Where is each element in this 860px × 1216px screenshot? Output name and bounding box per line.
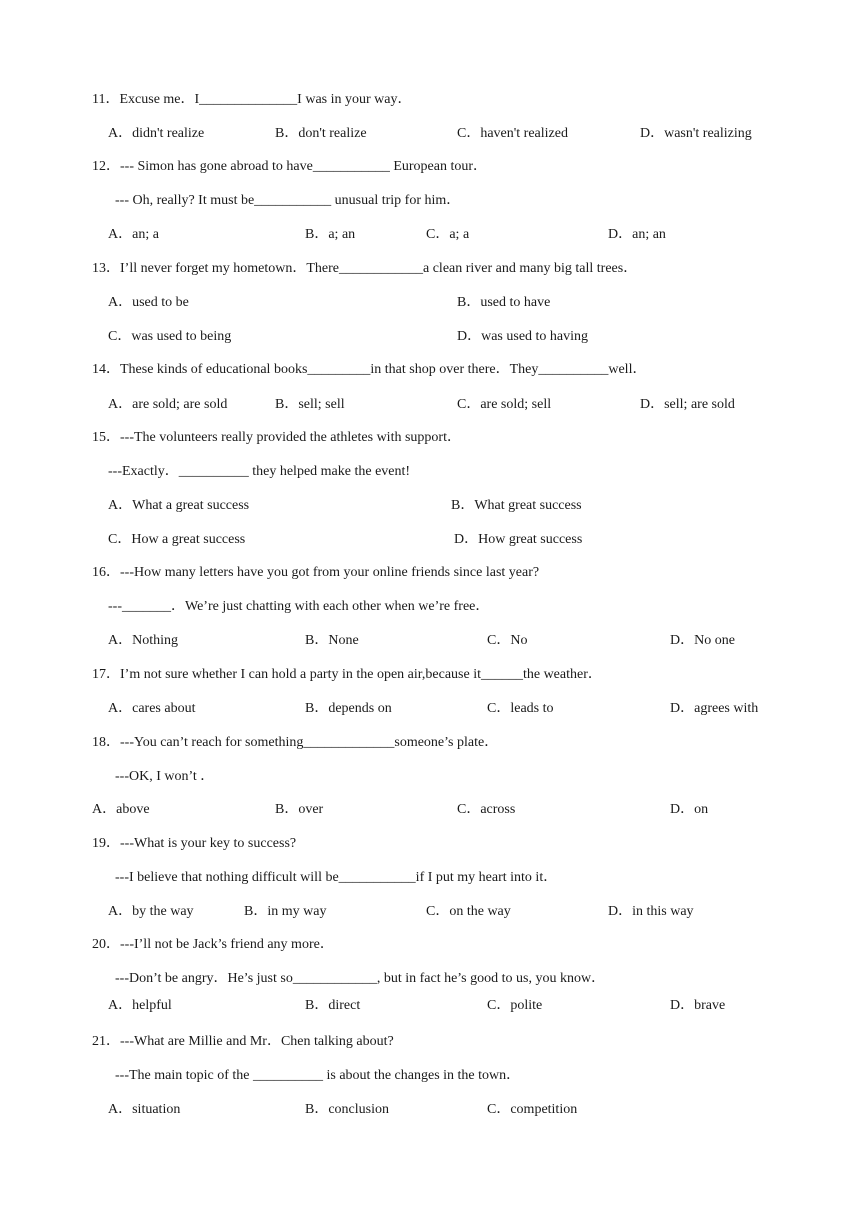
question-stem: 13．I’ll never forget my hometown．There____________a clean river and many big tall trees． [92,261,638,276]
answer-option-d: D．agrees with [670,701,759,716]
question-stem: 20．---I’ll not be Jack’s friend any more． [92,937,334,952]
question-stem: 15．---The volunteers really provided the athletes with support． [92,430,461,445]
answer-option-b: B．in my way [244,904,327,919]
answer-option-b: B．What great success [451,498,582,513]
answer-option-a: A．What a great success [108,498,250,513]
answer-option-b: B．a; an [305,227,356,242]
answer-option-b: B．over [275,802,324,817]
answer-option-c: C．competition [487,1102,578,1117]
answer-option-c: C．was used to being [108,329,232,344]
answer-option-a: A．used to be [108,295,189,310]
answer-option-d: D．brave [670,998,726,1013]
answer-option-a: A．above [92,802,150,817]
answer-option-d: D．an; an [608,227,666,242]
question-stem: 19．---What is your key to success? [92,836,297,851]
answer-option-a: A．situation [108,1102,181,1117]
answer-option-c: C．polite [487,998,543,1013]
question-dialogue-line: ---The main topic of the __________ is about the changes in the town． [115,1068,521,1083]
question-dialogue-line: ---I believe that nothing difficult will be___________if I put my heart into it． [115,870,558,885]
question-stem: 17．I’m not sure whether I can hold a party in the open air,because it______the weather． [92,667,602,682]
answer-option-d: D．was used to having [457,329,589,344]
answer-option-a: A．Nothing [108,633,178,648]
answer-option-d: D．wasn't realizing [640,126,752,141]
answer-option-a: A．cares about [108,701,196,716]
answer-option-d: D．No one [670,633,735,648]
answer-option-c: C．are sold; sell [457,397,552,412]
answer-option-b: B．None [305,633,359,648]
answer-option-c: C．on the way [426,904,511,919]
answer-option-d: D．on [670,802,709,817]
answer-option-c: C．leads to [487,701,554,716]
answer-option-a: A．helpful [108,998,172,1013]
answer-option-d: D．How great success [454,532,583,547]
answer-option-c: C．haven't realized [457,126,568,141]
question-stem: 21．---What are Millie and Mr．Chen talking about? [92,1034,394,1049]
question-stem: 14．These kinds of educational books_________in that shop over there．They__________well． [92,362,647,377]
answer-option-c: C．No [487,633,528,648]
answer-option-c: C．a; a [426,227,470,242]
question-dialogue-line: ---_______．We’re just chatting with each other when we’re free． [108,599,490,614]
question-dialogue-line: --- Oh, really? It must be___________ unusual trip for him． [115,193,461,208]
question-stem: 18．---You can’t reach for something_____________someone’s plate． [92,735,499,750]
question-stem: 16．---How many letters have you got from your online friends since last year? [92,565,540,580]
answer-option-c: C．How a great success [108,532,246,547]
answer-option-a: A．by the way [108,904,194,919]
question-dialogue-line: ---Don’t be angry．He’s just so____________, but in fact he’s good to us, you know． [115,971,606,986]
question-dialogue-line: ---Exactly．__________ they helped make the event! [108,464,411,479]
answer-option-b: B．depends on [305,701,392,716]
answer-option-b: B．sell; sell [275,397,345,412]
answer-option-c: C．across [457,802,516,817]
question-dialogue-line: ---OK, I won’t ． [115,769,215,784]
answer-option-a: A．an; a [108,227,159,242]
question-stem: 11．Excuse me．I______________I was in your way． [92,92,412,107]
answer-option-b: B．conclusion [305,1102,389,1117]
answer-option-a: A．didn't realize [108,126,205,141]
answer-option-d: D．sell; are sold [640,397,735,412]
answer-option-d: D．in this way [608,904,694,919]
question-stem: 12．--- Simon has gone abroad to have___________ European tour． [92,159,488,174]
answer-option-b: B．don't realize [275,126,367,141]
answer-option-b: B．used to have [457,295,551,310]
answer-option-b: B．direct [305,998,361,1013]
answer-option-a: A．are sold; are sold [108,397,228,412]
